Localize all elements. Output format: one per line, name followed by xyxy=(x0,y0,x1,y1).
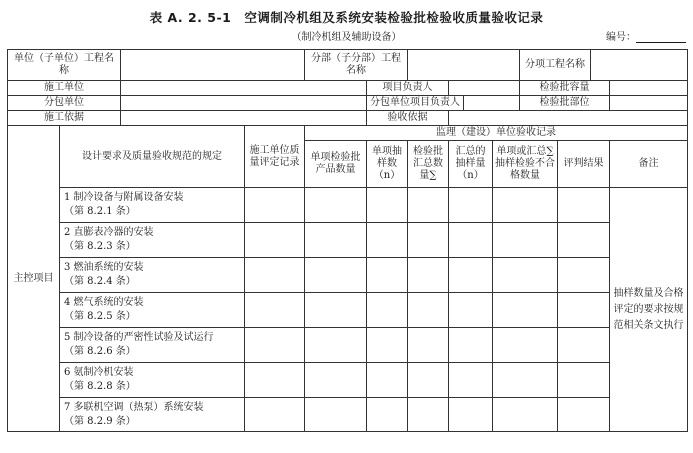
item-clause: （第 8.2.8 条） xyxy=(64,381,136,392)
batch-total-header: 检验批汇总数量∑ xyxy=(408,141,449,188)
main-control-label: 主控项目 xyxy=(8,126,60,432)
total-n-cell[interactable] xyxy=(449,188,493,223)
fail-count-cell[interactable] xyxy=(493,188,558,223)
result-cell[interactable] xyxy=(558,188,610,223)
fail-count-cell[interactable] xyxy=(493,398,558,432)
single-qty-cell[interactable] xyxy=(305,328,367,363)
batch-total-cell[interactable] xyxy=(408,328,449,363)
serial-label: 编号： xyxy=(606,32,636,43)
single-n-cell[interactable] xyxy=(367,223,408,258)
single-qty-cell[interactable] xyxy=(305,188,367,223)
subitem-project-name-value[interactable] xyxy=(591,50,688,81)
main-item-1 xyxy=(60,188,245,223)
division-project-name-label: 分部（子分部）工程名称 xyxy=(305,50,408,81)
serial-number-field[interactable] xyxy=(636,31,686,43)
fail-count-cell[interactable] xyxy=(493,223,558,258)
batch-total-cell[interactable] xyxy=(408,223,449,258)
single-n-cell[interactable] xyxy=(367,293,408,328)
fail-count-cell[interactable] xyxy=(493,328,558,363)
batch-location-value[interactable] xyxy=(610,96,688,111)
batch-total-cell[interactable] xyxy=(408,398,449,432)
serial-number xyxy=(606,28,686,43)
single-n-cell[interactable] xyxy=(367,328,408,363)
fail-count-cell[interactable] xyxy=(493,293,558,328)
batch-capacity-value[interactable] xyxy=(610,81,688,96)
fail-count-header: 单项或汇总∑抽样检验不合格数量 xyxy=(493,141,558,188)
item-name: 6 氨制冷机安装 xyxy=(64,367,134,378)
self-eval-cell[interactable] xyxy=(245,258,305,293)
self-eval-header: 施工单位质量评定记录 xyxy=(245,126,305,188)
result-cell[interactable] xyxy=(558,293,610,328)
result-header: 评判结果 xyxy=(558,141,610,188)
batch-capacity-label: 检验批容量 xyxy=(520,81,610,96)
inspection-record-table xyxy=(7,49,688,432)
item-clause: （第 8.2.1 条） xyxy=(64,206,136,217)
result-cell[interactable] xyxy=(558,223,610,258)
construction-basis-value[interactable] xyxy=(121,111,367,126)
main-item-6 xyxy=(60,363,245,398)
single-qty-cell[interactable] xyxy=(305,398,367,432)
requirements-header: 设计要求及质量验收规范的规定 xyxy=(60,126,245,188)
item-clause: （第 8.2.4 条） xyxy=(64,276,136,287)
fail-count-cell[interactable] xyxy=(493,363,558,398)
item-clause: （第 8.2.9 条） xyxy=(64,415,136,427)
main-item-4 xyxy=(60,293,245,328)
item-name: 3 燃油系统的安装 xyxy=(64,262,144,273)
project-lead-label: 项目负责人 xyxy=(367,81,449,96)
single-n-cell[interactable] xyxy=(367,363,408,398)
item-name: 7 多联机空调（热泵）系统安装 xyxy=(64,401,204,413)
constructor-label: 施工单位 xyxy=(8,81,121,96)
subcontractor-lead-value[interactable] xyxy=(464,96,520,111)
batch-total-cell[interactable] xyxy=(408,293,449,328)
total-n-cell[interactable] xyxy=(449,328,493,363)
self-eval-cell[interactable] xyxy=(245,293,305,328)
subcontractor-label: 分包单位 xyxy=(8,96,121,111)
remarks-header: 备注 xyxy=(610,141,688,188)
item-clause: （第 8.2.6 条） xyxy=(64,346,136,357)
form-subtitle: （制冷机组及辅助设备） xyxy=(291,32,402,43)
single-qty-cell[interactable] xyxy=(305,293,367,328)
supervision-group-header: 监理（建设）单位验收记录 xyxy=(305,126,688,141)
total-n-cell[interactable] xyxy=(449,293,493,328)
main-item-7 xyxy=(60,398,245,432)
total-n-header: 汇总的抽样量（n） xyxy=(449,141,493,188)
single-n-cell[interactable] xyxy=(367,188,408,223)
item-clause: （第 8.2.3 条） xyxy=(64,241,136,252)
single-n-header: 单项抽样数（n） xyxy=(367,141,408,188)
division-project-name-value[interactable] xyxy=(408,50,520,81)
total-n-cell[interactable] xyxy=(449,398,493,432)
item-name: 1 制冷设备与附属设备安装 xyxy=(64,192,184,203)
result-cell[interactable] xyxy=(558,398,610,432)
unit-project-name-value[interactable] xyxy=(121,50,305,81)
item-name: 2 直膨表冷器的安装 xyxy=(64,227,154,238)
remarks-note: 抽样数量及合格评定的要求按规范相关条文执行 xyxy=(610,188,688,432)
item-name: 4 燃气系统的安装 xyxy=(64,297,144,308)
total-n-cell[interactable] xyxy=(449,363,493,398)
batch-total-cell[interactable] xyxy=(408,188,449,223)
main-item-3 xyxy=(60,258,245,293)
self-eval-cell[interactable] xyxy=(245,223,305,258)
single-n-cell[interactable] xyxy=(367,258,408,293)
acceptance-basis-value[interactable] xyxy=(449,111,688,126)
total-n-cell[interactable] xyxy=(449,223,493,258)
result-cell[interactable] xyxy=(558,328,610,363)
total-n-cell[interactable] xyxy=(449,258,493,293)
result-cell[interactable] xyxy=(558,258,610,293)
single-n-cell[interactable] xyxy=(367,398,408,432)
self-eval-cell[interactable] xyxy=(245,398,305,432)
form-title: 表 A. 2. 5-1 空调制冷机组及系统安装检验批检验收质量验收记录 xyxy=(149,10,544,25)
unit-project-name-label: 单位（子单位）工程名称 xyxy=(8,50,121,81)
main-item-2 xyxy=(60,223,245,258)
batch-total-cell[interactable] xyxy=(408,258,449,293)
subcontractor-value[interactable] xyxy=(121,96,367,111)
project-lead-value[interactable] xyxy=(449,81,520,96)
batch-total-cell[interactable] xyxy=(408,363,449,398)
subitem-project-name-label: 分项工程名称 xyxy=(520,50,591,81)
single-qty-header: 单项检验批产品数量 xyxy=(305,141,367,188)
self-eval-cell[interactable] xyxy=(245,363,305,398)
self-eval-cell[interactable] xyxy=(245,328,305,363)
single-qty-cell[interactable] xyxy=(305,363,367,398)
self-eval-cell[interactable] xyxy=(245,188,305,223)
fail-count-cell[interactable] xyxy=(493,258,558,293)
subcontractor-lead-label: 分包单位项目负责人 xyxy=(367,96,464,111)
batch-location-label: 检验批部位 xyxy=(520,96,610,111)
item-clause: （第 8.2.5 条） xyxy=(64,311,136,322)
main-item-5 xyxy=(60,328,245,363)
single-qty-cell[interactable] xyxy=(305,223,367,258)
acceptance-basis-label: 验收依据 xyxy=(367,111,449,126)
constructor-value[interactable] xyxy=(121,81,367,96)
item-name: 5 制冷设备的严密性试验及试运行 xyxy=(64,332,214,343)
single-qty-cell[interactable] xyxy=(305,258,367,293)
construction-basis-label: 施工依据 xyxy=(8,111,121,126)
result-cell[interactable] xyxy=(558,363,610,398)
